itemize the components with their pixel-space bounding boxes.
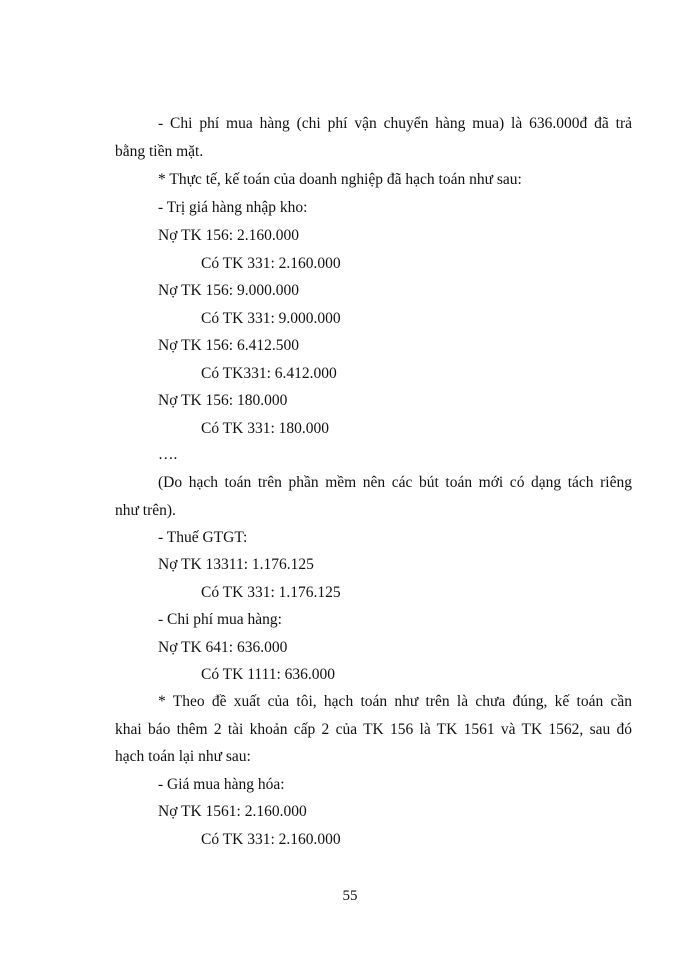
text-line: như trên). [115,502,176,519]
journal-credit: Có TK 331: 1.176.125 [201,584,341,601]
text-line: - Chi phí mua hàng (chi phí vận chuyển hàng mua) là 636.000đ đã trả [158,115,632,132]
text-line: khai báo thêm 2 tài khoản cấp 2 của TK 156 là TK 1561 và TK 1562, sau đó [115,721,632,738]
text-line: - Trị giá hàng nhập kho: [158,199,308,216]
text-line: (Do hạch toán trên phần mềm nên các bút toán mới có dạng tách riêng [158,474,632,491]
journal-credit: Có TK 331: 2.160.000 [201,831,341,848]
journal-credit: Có TK331: 6.412.000 [201,365,337,382]
text-line: bằng tiền mặt. [115,143,204,160]
text-line: hạch toán lại như sau: [115,748,251,765]
journal-credit: Có TK 331: 2.160.000 [201,255,341,272]
page-number: 55 [342,888,358,904]
journal-debit: Nợ TK 641: 636.000 [158,639,288,656]
journal-debit: Nợ TK 156: 180.000 [158,392,288,409]
journal-debit: Nợ TK 156: 9.000.000 [158,282,299,299]
ellipsis: …. [158,446,178,463]
journal-credit: Có TK 1111: 636.000 [201,666,336,683]
journal-debit: Nợ TK 156: 6.412.500 [158,337,299,354]
journal-debit: Nợ TK 156: 2.160.000 [158,227,299,244]
journal-credit: Có TK 331: 9.000.000 [201,310,341,327]
text-line: * Thực tế, kế toán của doanh nghiệp đã hạch toán như sau: [158,171,522,188]
journal-debit: Nợ TK 1561: 2.160.000 [158,803,307,820]
journal-debit: Nợ TK 13311: 1.176.125 [158,556,314,573]
text-line: - Chi phí mua hàng: [158,611,282,628]
journal-credit: Có TK 331: 180.000 [201,420,330,437]
text-line: - Thuế GTGT: [158,529,248,546]
text-line: - Giá mua hàng hóa: [158,776,285,793]
text-line: * Theo đề xuất của tôi, hạch toán như trên là chưa đúng, kế toán cần [158,693,632,710]
